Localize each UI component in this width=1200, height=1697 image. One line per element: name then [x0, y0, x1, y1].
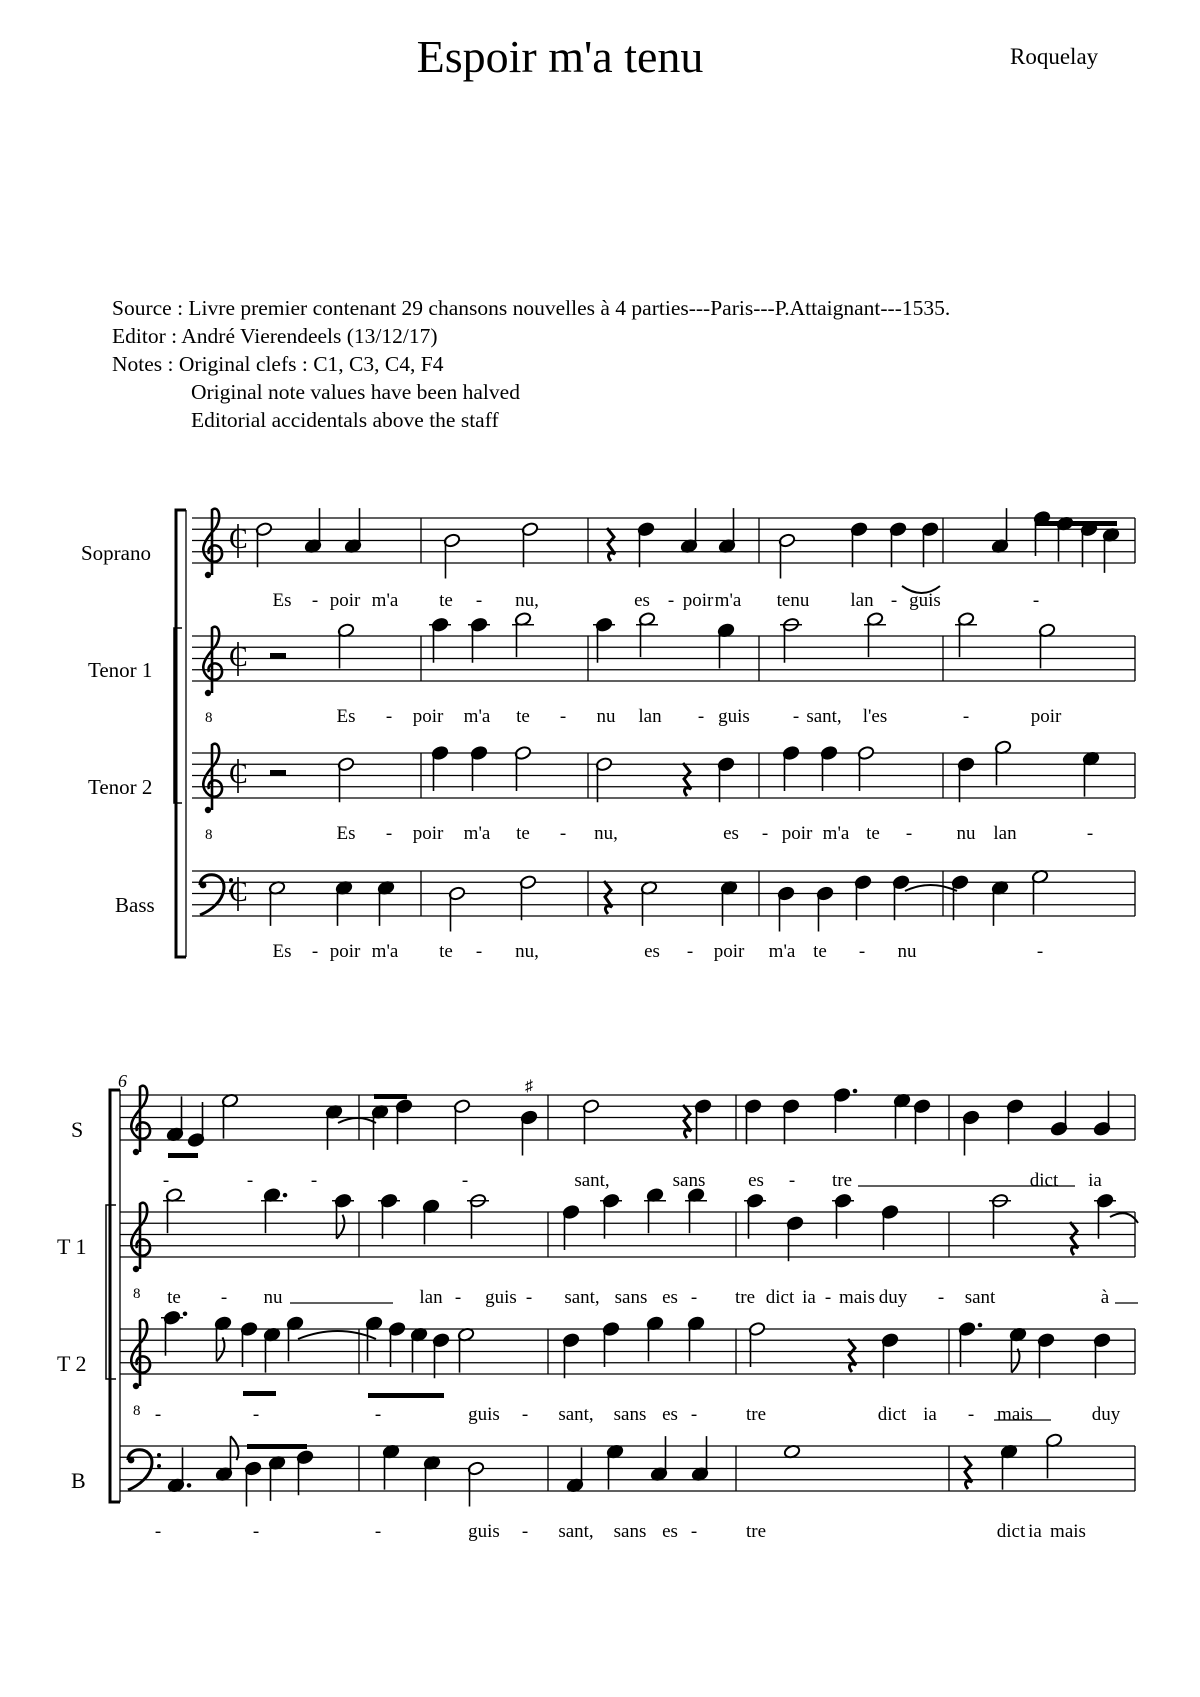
lyric-b: es: [662, 1521, 678, 1542]
lyric-t2: -: [521, 1404, 529, 1425]
lyric-tenor1: Es: [336, 706, 356, 727]
lyric-soprano: nu,: [515, 590, 539, 611]
lyric-bass: Es: [272, 941, 292, 962]
lyric-tenor1: te: [516, 706, 530, 727]
lyric-b: -: [521, 1521, 529, 1542]
lyric-t1: guis: [485, 1287, 517, 1308]
lyric-b: ia: [1028, 1521, 1042, 1542]
lyric-soprano: -: [890, 590, 898, 611]
lyric-b: -: [374, 1521, 382, 1542]
octave-marker-icon: 8: [205, 710, 213, 726]
quarter-rest-icon: [1070, 1222, 1078, 1255]
lyric-tenor1: -: [697, 706, 705, 727]
lyric-s: -: [310, 1170, 318, 1191]
staff-label-t1: T 1: [57, 1234, 87, 1259]
lyric-t1: lan: [419, 1287, 443, 1308]
half-rest-icon: [270, 770, 286, 776]
lyric-bass: te: [439, 941, 453, 962]
lyric-s: -: [461, 1170, 469, 1191]
lyric-soprano: es: [634, 590, 650, 611]
lyric-tenor2: nu,: [594, 823, 618, 844]
treble-clef-tail-icon: [133, 1266, 139, 1272]
lyric-t1: es: [662, 1287, 678, 1308]
lyric-t1: -: [824, 1287, 832, 1308]
page-title: Espoir m'a tenu: [416, 31, 704, 82]
editorial-sharp-icon: ♯: [525, 1078, 533, 1095]
beam-icon: [247, 1444, 307, 1449]
lyric-tenor2: m'a: [822, 823, 850, 844]
note-line-accidentals: Editorial accidentals above the staff: [191, 408, 499, 432]
lyric-t2: sant,: [558, 1404, 594, 1425]
lyric-tenor1: guis: [718, 706, 750, 727]
beam-icon: [1035, 521, 1117, 526]
lyric-tenor1: nu: [596, 706, 616, 727]
lyric-soprano: guis: [909, 590, 941, 611]
lyric-tenor2: m'a: [463, 823, 491, 844]
lyric-bass: m'a: [768, 941, 796, 962]
staff-label-tenor-1: Tenor 1: [88, 658, 153, 682]
lyric-tenor2: poir: [781, 823, 813, 844]
note-line-values: Original note values have been halved: [191, 380, 520, 404]
lyric-b: mais: [1050, 1521, 1086, 1542]
treble-clef-icon: [131, 1320, 150, 1386]
lyric-s: ia: [1088, 1170, 1102, 1191]
lyric-t2: -: [374, 1404, 382, 1425]
lyric-bass: poir: [329, 941, 361, 962]
lyric-tenor1: sant,: [806, 706, 842, 727]
bass-clef-icon: [200, 875, 224, 915]
augmentation-dot-icon: [187, 1483, 192, 1488]
lyric-tenor2: te: [516, 823, 530, 844]
lyric-b: tre: [745, 1521, 767, 1542]
octave-marker-icon: 8: [205, 827, 213, 843]
half-rest-icon: [270, 653, 286, 659]
quarter-rest-icon: [604, 881, 612, 914]
beam-icon: [368, 1393, 444, 1398]
lyric-t1: mais: [839, 1287, 875, 1308]
lyric-tenor1: -: [962, 706, 970, 727]
lyric-bass: es: [644, 941, 660, 962]
lyric-tenor2: -: [905, 823, 913, 844]
lyric-tenor2: Es: [336, 823, 356, 844]
lyric-tenor1: -: [559, 706, 567, 727]
lyric-t2: -: [252, 1404, 260, 1425]
lyric-soprano: poir: [329, 590, 361, 611]
lyric-s: -: [246, 1170, 254, 1191]
staff-label-bass: Bass: [115, 893, 155, 917]
lyric-b: -: [154, 1521, 162, 1542]
bass-clef-dot-icon: [128, 1457, 135, 1464]
tie-icon: [338, 1118, 376, 1123]
lyric-tenor1: l'es: [862, 706, 888, 727]
lyric-tenor2: te: [866, 823, 880, 844]
lyric-s: sans: [672, 1170, 706, 1191]
lyric-t2: guis: [468, 1404, 500, 1425]
lyric-bass: poir: [713, 941, 745, 962]
lyric-soprano: m'a: [371, 590, 399, 611]
lyric-t2: es: [662, 1404, 678, 1425]
staff-label-s: S: [71, 1117, 84, 1142]
lyric-tenor1: lan: [638, 706, 662, 727]
beam-icon: [374, 1094, 407, 1099]
octave-marker-icon: 8: [133, 1286, 141, 1302]
lyric-bass: -: [311, 941, 319, 962]
bass-clef-lower-dot-icon: [157, 1464, 161, 1468]
lyric-soprano: poir: [682, 590, 714, 611]
staff-label-soprano: Soprano: [81, 541, 151, 565]
lyric-tenor1: poir: [1030, 706, 1062, 727]
lyric-b: dict: [996, 1521, 1026, 1542]
lyric-tenor2: nu: [956, 823, 976, 844]
treble-clef-tail-icon: [205, 690, 211, 696]
lyric-s: es: [748, 1170, 764, 1191]
lyric-t1: -: [525, 1287, 533, 1308]
lyric-t2: tre: [745, 1404, 767, 1425]
lyric-tenor2: lan: [993, 823, 1017, 844]
lyric-bass: -: [1036, 941, 1044, 962]
lyric-t1: tre: [734, 1287, 756, 1308]
beam-icon: [168, 1153, 198, 1158]
lyric-soprano: Es: [272, 590, 292, 611]
note-line-editor: Editor : André Vierendeels (13/12/17): [112, 324, 438, 348]
lyric-t2: sans: [613, 1404, 647, 1425]
lyric-tenor1: poir: [412, 706, 444, 727]
lyric-t1: te: [167, 1287, 181, 1308]
lyric-t1: nu: [263, 1287, 283, 1308]
lyric-tenor1: m'a: [463, 706, 491, 727]
treble-clef-icon: [203, 509, 222, 575]
bass-clef-upper-dot-icon: [157, 1453, 161, 1457]
augmentation-dot-icon: [183, 1311, 188, 1316]
lyric-b: -: [252, 1521, 260, 1542]
note-line-clefs: Notes : Original clefs : C1, C3, C4, F4: [112, 352, 444, 376]
augmentation-dot-icon: [978, 1323, 983, 1328]
lyric-t2: duy: [1091, 1404, 1121, 1425]
lyric-t2: -: [967, 1404, 975, 1425]
lyric-bass: -: [858, 941, 866, 962]
lyric-t1: -: [937, 1287, 945, 1308]
quarter-rest-icon: [683, 1105, 691, 1138]
cut-time-icon: C: [229, 642, 248, 673]
lyric-b: guis: [468, 1521, 500, 1542]
note-line-source: Source : Livre premier contenant 29 chansons nouvelles à 4 parties---Paris---P.Attaignant---1535.: [112, 296, 951, 320]
note-flag-icon: [217, 1337, 225, 1361]
lyric-tenor1: -: [792, 706, 800, 727]
staff-label-tenor-2: Tenor 2: [88, 775, 153, 799]
lyric-s: sant,: [574, 1170, 610, 1191]
treble-clef-icon: [131, 1203, 150, 1269]
lyric-soprano: m'a: [714, 590, 742, 611]
treble-clef-tail-icon: [205, 572, 211, 578]
lyric-bass: te: [813, 941, 827, 962]
lyric-t2: -: [690, 1404, 698, 1425]
lyric-t2: -: [154, 1404, 162, 1425]
lyric-tenor2: -: [385, 823, 393, 844]
note-flag-icon: [231, 1436, 239, 1460]
lyric-b: sant,: [558, 1521, 594, 1542]
lyric-tenor2: -: [1086, 823, 1094, 844]
note-flag-icon: [337, 1215, 345, 1239]
lyric-tenor2: -: [761, 823, 769, 844]
lyric-t2: dict: [877, 1404, 907, 1425]
augmentation-dot-icon: [853, 1089, 858, 1094]
lyric-soprano: te: [439, 590, 453, 611]
quarter-rest-icon: [964, 1456, 972, 1489]
treble-clef-tail-icon: [133, 1149, 139, 1155]
lyric-soprano: lan: [850, 590, 874, 611]
bass-clef-dot-icon: [200, 882, 207, 889]
quarter-rest-icon: [607, 528, 615, 561]
note-flag-icon: [1012, 1349, 1020, 1373]
tie-icon: [298, 1331, 376, 1339]
lyric-t1: -: [220, 1287, 228, 1308]
lyric-t1: dict: [765, 1287, 795, 1308]
lyric-t1: duy: [878, 1287, 908, 1308]
tie-icon: [905, 885, 957, 891]
lyric-soprano: -: [1032, 590, 1040, 611]
lyric-t1: à: [1100, 1287, 1110, 1308]
system-bracket-1: [176, 510, 186, 957]
measure-number: 6: [118, 1071, 127, 1091]
lyric-bass: m'a: [371, 941, 399, 962]
treble-clef-tail-icon: [205, 807, 211, 813]
lyric-t1: sans: [614, 1287, 648, 1308]
treble-clef-icon: [203, 627, 222, 693]
tie-icon: [1110, 1213, 1138, 1223]
quarter-rest-icon: [683, 763, 691, 796]
lyric-t2: ia: [923, 1404, 937, 1425]
lyric-s: tre: [831, 1170, 853, 1191]
system-bracket-2: [110, 1090, 120, 1502]
lyric-soprano: tenu: [776, 590, 810, 611]
cut-time-icon: C: [229, 877, 248, 908]
lyric-soprano: -: [667, 590, 675, 611]
treble-clef-icon: [203, 744, 222, 810]
beam-icon: [243, 1391, 276, 1396]
octave-marker-icon: 8: [133, 1403, 141, 1419]
lyric-t1: sant,: [564, 1287, 600, 1308]
lyric-t1: -: [690, 1287, 698, 1308]
lyric-t2: mais: [997, 1404, 1033, 1425]
lyric-bass: nu,: [515, 941, 539, 962]
quarter-rest-icon: [848, 1339, 856, 1372]
lyric-b: -: [690, 1521, 698, 1542]
lyric-tenor2: -: [559, 823, 567, 844]
lyric-tenor2: es: [723, 823, 739, 844]
lyric-s: dict: [1029, 1170, 1059, 1191]
lyric-bass: nu: [897, 941, 917, 962]
cut-time-icon: C: [229, 759, 248, 790]
lyric-bass: -: [686, 941, 694, 962]
lyric-b: sans: [613, 1521, 647, 1542]
lyric-tenor2: poir: [412, 823, 444, 844]
composer-name: Roquelay: [1010, 44, 1099, 69]
lyric-bass: -: [475, 941, 483, 962]
treble-clef-icon: [131, 1086, 150, 1152]
lyric-soprano: -: [475, 590, 483, 611]
bass-clef-icon: [128, 1450, 152, 1490]
augmentation-dot-icon: [283, 1193, 288, 1198]
staff-label-t2: T 2: [57, 1351, 87, 1376]
lyric-t1: ia: [802, 1287, 816, 1308]
staff-label-b: B: [71, 1468, 86, 1493]
lyric-soprano: -: [311, 590, 319, 611]
lyric-s: -: [162, 1170, 170, 1191]
lyric-t1: sant: [964, 1287, 996, 1308]
cut-time-icon: C: [229, 524, 248, 555]
lyric-tenor1: -: [385, 706, 393, 727]
lyric-t1: -: [454, 1287, 462, 1308]
lyric-s: -: [788, 1170, 796, 1191]
treble-clef-tail-icon: [133, 1383, 139, 1389]
